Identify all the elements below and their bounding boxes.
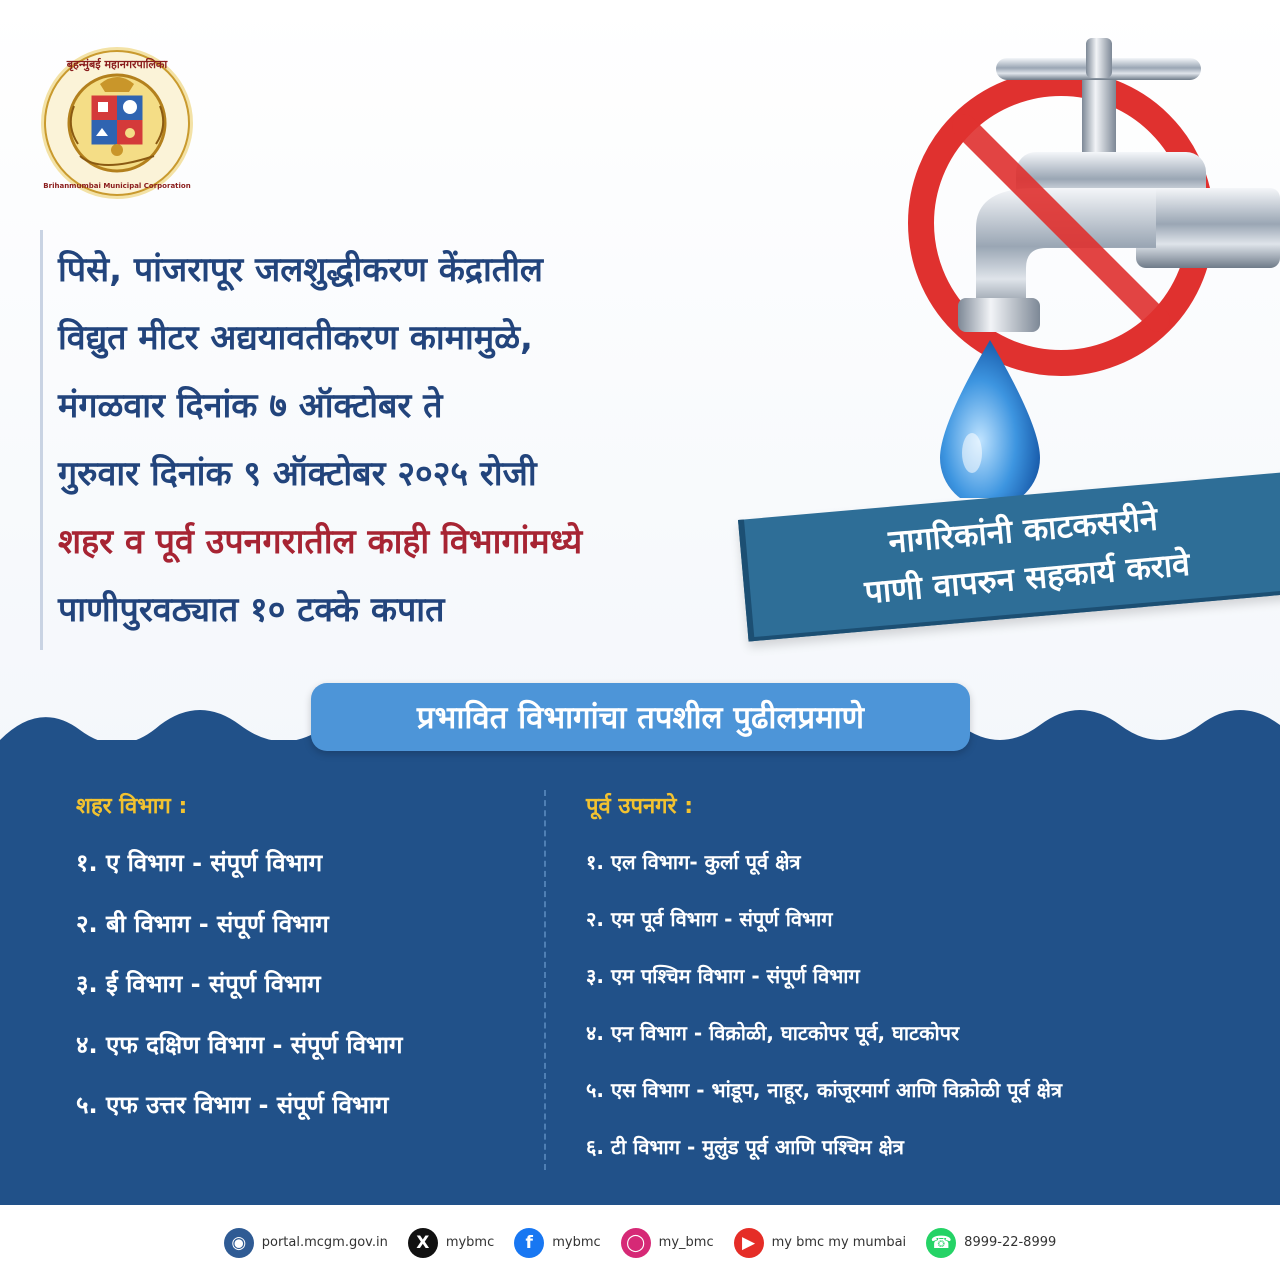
footer-whatsapp-text: 8999-22-8999 <box>964 1235 1057 1250</box>
city-ward-item: २. बी विभाग - संपूर्ण विभाग <box>76 909 329 938</box>
footer-facebook[interactable] <box>514 1228 600 1258</box>
youtube-icon: ▶ <box>734 1228 764 1258</box>
x-icon: X <box>408 1228 438 1258</box>
footer-website-text: portal.mcgm.gov.in <box>261 1235 388 1250</box>
east-ward-item: ४. एन विभाग - विक्रोळी, घाटकोपर पूर्व, घाटकोपर <box>586 1021 960 1045</box>
instagram-icon: ◯ <box>621 1228 651 1258</box>
footer-youtube[interactable] <box>734 1228 907 1258</box>
whatsapp-icon: ☎ <box>926 1228 956 1258</box>
section-title: प्रभावित विभागांचा तपशील पुढीलप्रमाणे <box>311 683 970 751</box>
footer-x[interactable] <box>408 1228 494 1258</box>
city-ward-item: ४. एफ दक्षिण विभाग - संपूर्ण विभाग <box>76 1030 403 1059</box>
city-ward-item: ३. ई विभाग - संपूर्ण विभाग <box>76 970 321 998</box>
footer-x-text: mybmc <box>445 1235 495 1250</box>
east-ward-item: ३. एम पश्चिम विभाग - संपूर्ण विभाग <box>586 964 860 988</box>
footer-instagram[interactable] <box>621 1228 714 1258</box>
headline-line-4: गुरुवार दिनांक ९ ऑक्टोबर २०२५ रोजी <box>58 454 537 494</box>
globe-icon: ◉ <box>224 1228 254 1258</box>
headline <box>58 236 738 644</box>
bmc-logo <box>40 46 194 200</box>
no-water-tap-illustration <box>896 28 1280 498</box>
footer-facebook-text: mybmc <box>552 1235 601 1250</box>
east-suburbs-column <box>586 790 1266 1170</box>
city-ward-item: ५. एफ उत्तर विभाग - संपूर्ण विभाग <box>76 1091 389 1119</box>
city-wards-heading: शहर विभाग : <box>76 794 188 819</box>
banner-line-2: पाणी वापरुन सहकार्य करावे <box>862 544 1192 612</box>
column-divider <box>544 790 546 1170</box>
banner-line-1: नागरिकांनी काटकसरीने <box>886 499 1160 561</box>
left-accent-rule <box>40 230 43 650</box>
east-ward-item: ५. एस विभाग - भांडूप, नाहूर, कांजूरमार्ग आणि विक्रोळी पूर्व क्षेत्र <box>586 1078 1063 1102</box>
city-ward-item: १. ए विभाग - संपूर्ण विभाग <box>76 849 323 877</box>
city-wards-column <box>76 790 546 1131</box>
footer-instagram-text: my_bmc <box>658 1235 714 1250</box>
east-ward-item: १. एल विभाग- कुर्ला पूर्व क्षेत्र <box>586 850 801 874</box>
east-ward-item: २. एम पूर्व विभाग - संपूर्ण विभाग <box>586 907 833 931</box>
facebook-icon: f <box>514 1228 544 1258</box>
headline-line-5: शहर व पूर्व उपनगरातील काही विभागांमध्ये <box>58 522 583 562</box>
logo-arc-top-text: बृहन्मुंबई महानगरपालिका <box>66 58 168 71</box>
east-ward-item: ६. टी विभाग - मुलुंड पूर्व आणि पश्चिम क्षेत्र <box>586 1135 904 1159</box>
logo-arc-bottom-text: Brihanmumbai Municipal Corporation <box>43 182 191 190</box>
east-suburbs-heading: पूर्व उपनगरे : <box>586 794 693 819</box>
footer-website[interactable] <box>224 1228 388 1258</box>
headline-line-1: पिसे, पांजरापूर जलशुद्धीकरण केंद्रातील <box>58 250 543 290</box>
headline-line-3: मंगळवार दिनांक ७ ऑक्टोबर ते <box>58 386 443 426</box>
footer-whatsapp[interactable] <box>926 1228 1056 1258</box>
footer-youtube-text: my bmc my mumbai <box>771 1235 907 1250</box>
headline-line-6: पाणीपुरवठ्यात १० टक्के कपात <box>58 590 445 630</box>
footer-contacts <box>0 1205 1280 1280</box>
headline-line-2: विद्युत मीटर अद्ययावतीकरण कामामुळे, <box>58 318 533 358</box>
cooperation-banner <box>738 471 1280 641</box>
